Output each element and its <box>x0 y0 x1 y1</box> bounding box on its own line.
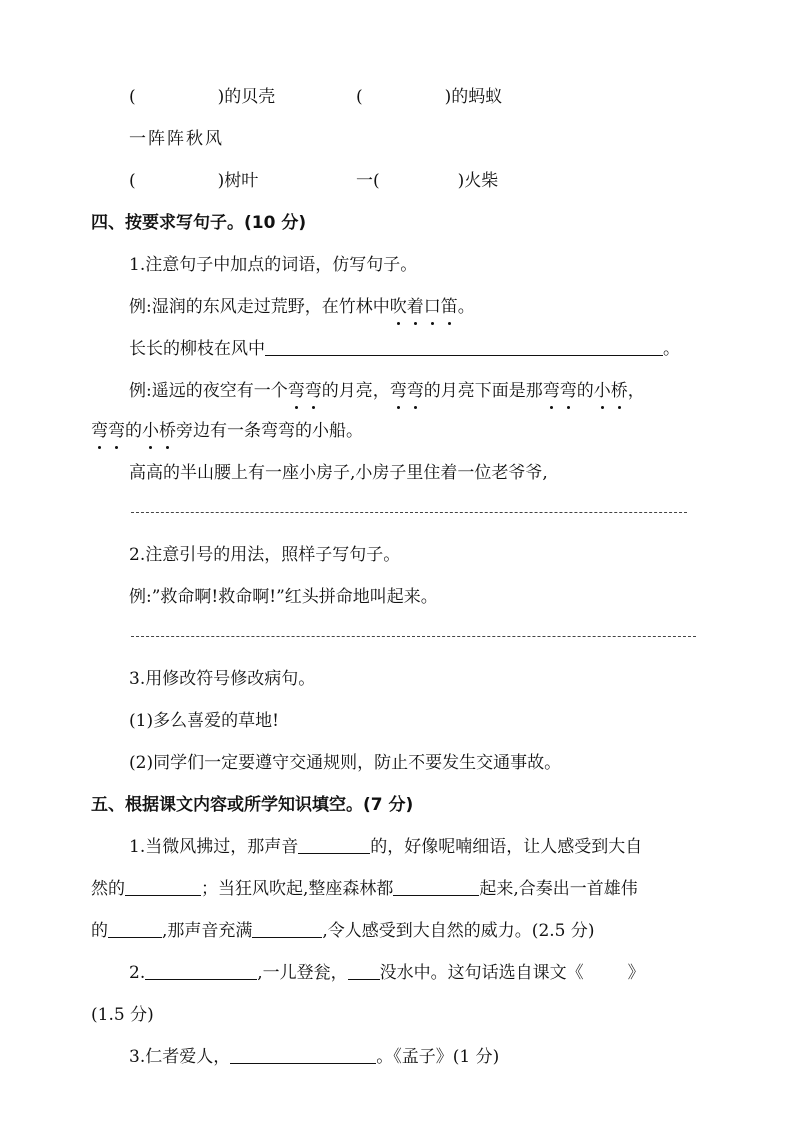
dotted-char: 弯 <box>389 381 407 401</box>
dotted-char: 弯 <box>91 421 108 441</box>
q5-1-line-2 <box>91 878 638 900</box>
dotted-char: 弯 <box>542 381 560 401</box>
q5-1-line-3 <box>91 920 595 942</box>
dotted-char: 吹 <box>389 297 407 317</box>
dotted-char: 弯 <box>406 381 424 401</box>
paren-open: ( <box>129 87 136 107</box>
fill-row-1 <box>129 86 275 108</box>
dotted-char: 着 <box>406 297 424 317</box>
q4-1-example-1 <box>129 296 475 318</box>
example-text: 的月亮， <box>321 381 390 401</box>
phrase-text: )的贝壳 <box>217 87 276 107</box>
dotted-char: 桥 <box>610 381 628 401</box>
example-text: 例:遥远的夜空有一个 <box>129 381 288 401</box>
dotted-char: 弯 <box>287 381 305 401</box>
answer-line[interactable] <box>348 964 380 980</box>
q5-2-line-1 <box>129 962 645 984</box>
question-text: ,令人感受到大自然的威力。(2.5 分) <box>322 921 595 941</box>
q4-2-example: 例:”救命啊!救命啊!”红头拼命地叫起来。 <box>129 587 438 607</box>
q5-2-line-2: (1.5 分) <box>91 1005 154 1025</box>
answer-line[interactable] <box>108 922 162 938</box>
q4-1-title: 1.注意句子中加点的词语，仿写句子。 <box>129 255 418 275</box>
paren-open: ( <box>356 87 363 107</box>
answer-line[interactable] <box>393 880 479 896</box>
example-text: 例:湿润的东风走过荒野，在竹林中 <box>129 297 390 317</box>
dotted-char: 桥 <box>159 421 176 441</box>
dotted-char: 小 <box>593 381 611 401</box>
question-text: 然的 <box>91 879 125 899</box>
task-text: 。 <box>663 339 680 359</box>
fill-row-3b <box>356 170 498 192</box>
question-text: ,那声音充满 <box>162 921 253 941</box>
question-text: 起来,合奏出一首雄伟 <box>479 879 638 899</box>
question-text: 。《孟子》(1 分) <box>376 1047 500 1067</box>
question-text: 》 <box>627 963 645 983</box>
dotted-char: 弯 <box>108 421 125 441</box>
q4-3-item-1: (1)多么喜爱的草地! <box>129 711 279 731</box>
paren-open: ( <box>129 171 136 191</box>
example-text: 的 <box>576 381 594 401</box>
phrase-text: )的蚂蚁 <box>444 87 503 107</box>
task-text: 长长的柳枝在风中 <box>129 339 265 359</box>
q4-1-example-2-line-1 <box>129 380 645 402</box>
question-text: 2. <box>129 963 146 983</box>
answer-line[interactable] <box>298 838 370 854</box>
answer-line[interactable] <box>145 964 257 980</box>
dotted-char: 弯 <box>559 381 577 401</box>
section-5-heading: 五、根据课文内容或所学知识填空。(7 分) <box>91 795 414 815</box>
q4-1-task-2: 高高的半山腰上有一座小房子,小房子里住着一位老爷爷, <box>129 463 548 483</box>
example-text: 。 <box>457 297 475 317</box>
example-text: 旁边有一条弯弯的小船。 <box>176 421 363 441</box>
fill-row-2: 一阵阵秋风 <box>129 129 224 149</box>
dotted-char: 小 <box>142 421 159 441</box>
q5-3 <box>129 1046 499 1068</box>
q4-3-title: 3.用修改符号修改病句。 <box>129 669 316 689</box>
example-text: 的月亮下面是那 <box>423 381 543 401</box>
example-text: ， <box>627 381 645 401</box>
q4-1-task-1 <box>129 338 680 360</box>
question-text: 的，好像呢喃细语，让人感受到大自 <box>370 837 643 857</box>
answer-line[interactable] <box>265 340 663 356</box>
answer-line[interactable] <box>252 922 322 938</box>
dotted-char: 弯 <box>304 381 322 401</box>
q5-1-line-1 <box>129 836 642 858</box>
fill-row-3 <box>129 170 258 192</box>
phrase-text: )树叶 <box>217 171 259 191</box>
answer-line[interactable] <box>131 512 687 513</box>
answer-line[interactable] <box>230 1048 376 1064</box>
phrase-text: )火柴 <box>457 171 499 191</box>
question-text: 1.当微风拂过，那声音 <box>129 837 299 857</box>
answer-line[interactable] <box>131 636 696 637</box>
q4-3-item-2: (2)同学们一定要遵守交通规则，防止不要发生交通事故。 <box>129 753 562 773</box>
dotted-char: 口 <box>423 297 441 317</box>
example-text: 的 <box>125 421 142 441</box>
question-text: ,一儿登瓮， <box>257 963 348 983</box>
q4-2-title: 2.注意引号的用法，照样子写句子。 <box>129 545 401 565</box>
question-text: 没水中。这句话选自课文《 <box>379 963 584 983</box>
paren-open: 一( <box>356 171 380 191</box>
q4-1-example-2-line-2 <box>91 420 363 442</box>
question-text: 的 <box>91 921 108 941</box>
question-text: ；当狂风吹起,整座森林都 <box>201 879 394 899</box>
dotted-char: 笛 <box>440 297 458 317</box>
fill-row-1b <box>356 86 502 108</box>
section-4-heading: 四、按要求写句子。(10 分) <box>91 213 307 233</box>
answer-line[interactable] <box>125 880 201 896</box>
question-text: 3.仁者爱人， <box>129 1047 231 1067</box>
